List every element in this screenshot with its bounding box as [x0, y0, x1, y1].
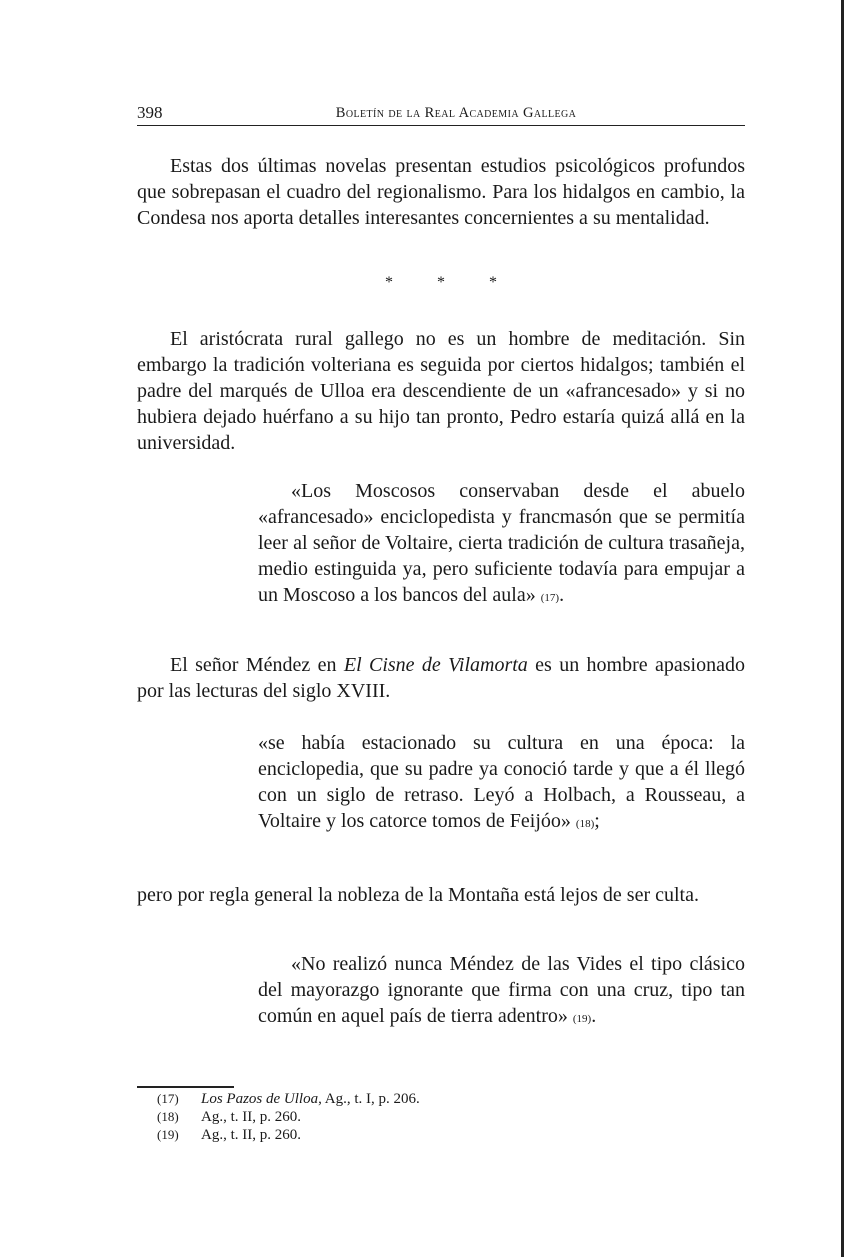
footnotes [157, 1090, 717, 1144]
page-header [137, 103, 745, 126]
footnote-17 [157, 1090, 717, 1108]
quote-3-end: . [591, 1005, 597, 1027]
section-separator [137, 274, 745, 292]
quote-2-text: «se había estacionado su cultura en una época: la enciclopedia, que su padre ya conoció tarde y que a él llegó con un siglo de retraso. Leyó a Holbach, a Rousseau, a Voltaire y los catorce tomos de Feijóo» [258, 732, 745, 832]
quote-1-text: «Los Moscosos conservaban desde el abuelo «afrancesado» enciclopedista y francmasón que se permitía leer al señor de Voltaire, cierta tradición de cultura trasañeja, medio estinguida ya, pero suficiente todavía para empujar a un Moscoso a los bancos del aula» [258, 480, 745, 606]
footnote-citation: Ag., t. II, p. 260. [201, 1109, 301, 1125]
paragraph-3-end: es un hombre apasionado por las lecturas del siglo XVIII. [137, 654, 745, 702]
quote-1 [258, 478, 745, 611]
footnote-number: (19) [157, 1127, 179, 1142]
quote-3 [258, 951, 745, 1032]
running-title: Boletín de la Real Academia Gallega [335, 105, 577, 121]
quote-2 [258, 730, 745, 837]
paragraph-1: Estas dos últimas novelas presentan estudios psicológicos profundos que sobrepasan el cuadro del regionalismo. Para los hidalgos en cambio, la Condesa nos aporta detalles interesantes concernientes a su mentalidad. [137, 155, 745, 229]
paragraph-2: El aristócrata rural gallego no es un hombre de meditación. Sin embargo la tradición volteriana es seguida por ciertos hidalgos; también el padre del marqués de Ulloa era descendiente de un «afrancesado» y si no hubiera dejado huérfano a su hijo tan pronto, Pedro estaría quizá allá en la universidad. [137, 328, 745, 454]
footnote-18 [157, 1108, 717, 1126]
separator-star-3: * [489, 274, 497, 291]
footnote-rule [137, 1086, 234, 1088]
quote-3-text: «No realizó nunca Méndez de las Vides el tipo clásico del mayorazgo ignorante que firma con una cruz, tipo tan común en aquel país de tierra adentro» [258, 953, 745, 1027]
footnote-citation: , Ag., t. I, p. 206. [318, 1091, 420, 1107]
page-number: 398 [137, 103, 163, 122]
paragraph-3 [137, 652, 745, 704]
novel-title: El Cisne de Vilamorta [343, 654, 528, 676]
separator-star-2: * [437, 274, 445, 291]
book-page [137, 0, 745, 1257]
quote-3-footnote-ref: (19) [572, 1013, 592, 1025]
footnote-citation: Ag., t. II, p. 260. [201, 1127, 301, 1143]
quote-2-footnote-ref: (18) [575, 818, 595, 830]
footnote-19 [157, 1126, 717, 1144]
paragraph-4: pero por regla general la nobleza de la Montaña está lejos de ser culta. [137, 884, 699, 906]
footnote-title: Los Pazos de Ulloa [201, 1091, 319, 1107]
separator-star-1: * [385, 274, 393, 291]
footnote-number: (18) [157, 1109, 179, 1124]
quote-1-footnote-ref: (17) [540, 592, 560, 604]
page-edge-line [841, 0, 844, 1257]
quote-2-end: ; [594, 810, 600, 832]
quote-1-end: . [559, 584, 565, 606]
footnote-number: (17) [157, 1091, 179, 1106]
paragraph-3-start: El señor Méndez en [170, 654, 344, 676]
